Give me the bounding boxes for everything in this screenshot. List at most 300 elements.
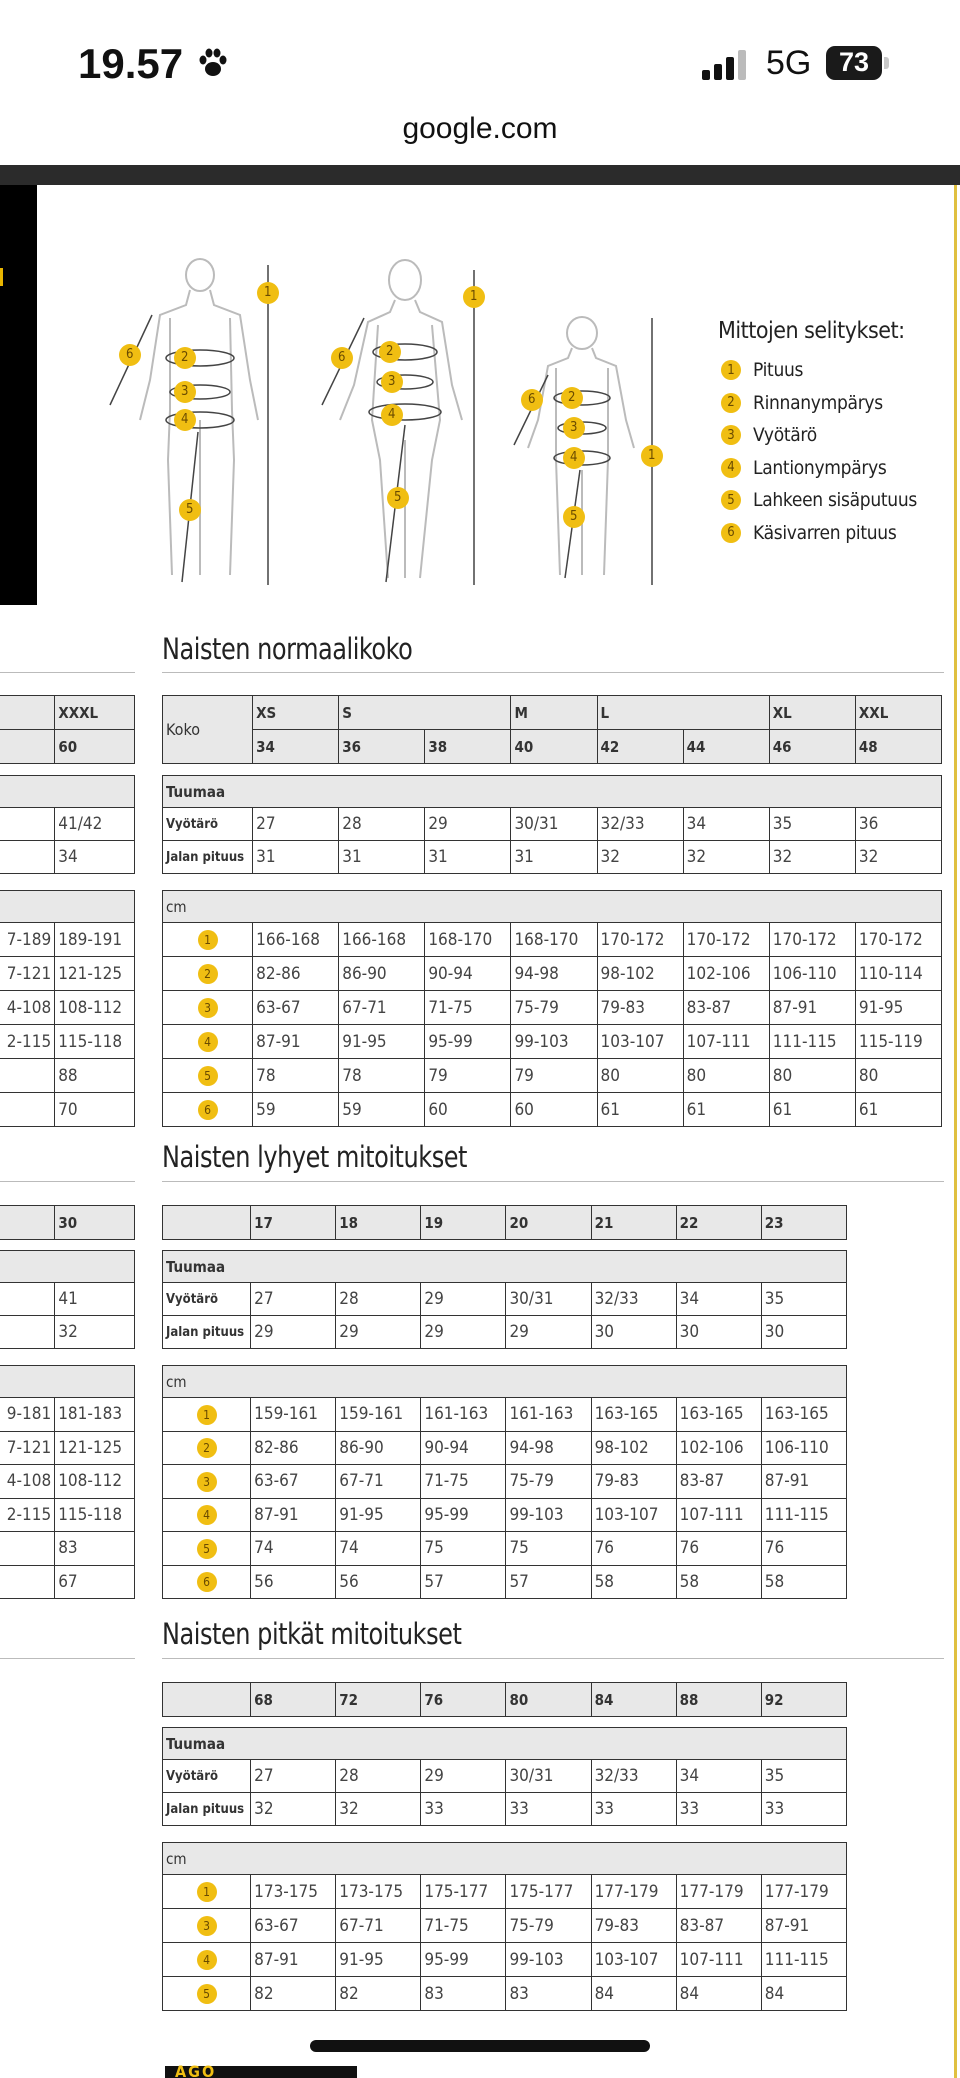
table-cell: 166-168	[253, 923, 339, 957]
measurement-marker-cell	[163, 991, 253, 1025]
size-letter: XXL	[855, 696, 941, 730]
marker-label: 5	[570, 509, 578, 524]
table-cell: 67-71	[339, 991, 425, 1025]
legend-label: Lantionympärys	[753, 456, 887, 479]
measurement-marker-cell	[163, 1025, 253, 1059]
normal-inch-table	[162, 775, 942, 874]
table-cell: 103-107	[591, 1498, 676, 1532]
table-cell: 161-163	[421, 1398, 506, 1432]
marker-label: 5	[394, 490, 402, 505]
legend-item	[718, 354, 917, 387]
table-cell: 2-115	[0, 1025, 55, 1059]
table-cell: 27	[251, 1283, 336, 1316]
table-cell: 177-179	[761, 1875, 846, 1909]
table-cell: 82-86	[251, 1431, 336, 1465]
legend-label: Lahkeen sisäputuus	[753, 489, 917, 512]
size-number: 60	[55, 730, 135, 764]
table-cell: 67	[55, 1565, 135, 1599]
short-size-header-table	[162, 1205, 847, 1240]
table-cell: 87-91	[253, 1025, 339, 1059]
table-cell: 75-79	[506, 1909, 591, 1943]
table-cell: 78	[253, 1059, 339, 1093]
marker-label: 3	[570, 420, 578, 435]
table-cell: 111-115	[761, 1498, 846, 1532]
table-cell: 99-103	[506, 1498, 591, 1532]
measurement-row	[163, 923, 942, 957]
normal-cm-table	[162, 890, 942, 1127]
left-short-header-partial	[0, 1205, 135, 1240]
table-cell: 83-87	[683, 991, 769, 1025]
measurement-row	[163, 991, 942, 1025]
size-number: 44	[683, 730, 769, 764]
table-cell: 32	[55, 1316, 135, 1349]
table-cell: 121-125	[55, 1431, 135, 1465]
measurement-marker-cell	[163, 1498, 251, 1532]
size-number: 36	[339, 730, 425, 764]
table-cell: 83-87	[676, 1465, 761, 1499]
legend-item	[718, 419, 917, 452]
tuumaa-label: Tuumaa	[163, 776, 942, 808]
legend-number: 4	[721, 458, 741, 478]
size-number: 21	[591, 1206, 676, 1240]
table-cell: 177-179	[676, 1875, 761, 1909]
table-cell: 28	[336, 1760, 421, 1793]
table-cell: 95-99	[421, 1943, 506, 1977]
left-normal-inch-partial	[0, 775, 135, 874]
table-cell: 59	[253, 1093, 339, 1127]
size-number: 76	[421, 1683, 506, 1717]
table-cell: 61	[683, 1093, 769, 1127]
table-cell: 102-106	[676, 1431, 761, 1465]
table-cell: 75-79	[511, 991, 597, 1025]
table-cell: 31	[511, 841, 597, 874]
table-cell: 58	[591, 1565, 676, 1599]
tuumaa-label: Tuumaa	[163, 1728, 847, 1760]
table-cell: 161-163	[506, 1398, 591, 1432]
size-number: 18	[336, 1206, 421, 1240]
table-cell: 63-67	[251, 1465, 336, 1499]
table-cell: 32	[597, 841, 683, 874]
table-cell: 33	[421, 1793, 506, 1826]
marker-label: 4	[388, 407, 396, 422]
measurement-marker-cell	[163, 1431, 251, 1465]
legend-number: 1	[721, 360, 741, 380]
measurement-marker-cell	[163, 1943, 251, 1977]
measurement-row	[0, 957, 135, 991]
table-cell	[0, 1532, 55, 1566]
marker-label: 5	[186, 502, 194, 517]
long-size-header-table	[162, 1682, 847, 1717]
table-cell: 173-175	[251, 1875, 336, 1909]
marker-label: 1	[264, 285, 272, 300]
table-cell: 80	[855, 1059, 941, 1093]
table-cell: 163-165	[591, 1398, 676, 1432]
size-letter: M	[511, 696, 597, 730]
home-indicator[interactable]	[310, 2040, 650, 2052]
table-cell: 31	[339, 841, 425, 874]
measurement-number-badge: 3	[197, 1472, 217, 1492]
marker-label: 4	[570, 450, 578, 465]
table-cell: 75	[421, 1532, 506, 1566]
section-divider	[162, 672, 944, 673]
table-cell: 31	[253, 841, 339, 874]
table-cell: 94-98	[511, 957, 597, 991]
measurement-row	[0, 923, 135, 957]
table-cell: 90-94	[421, 1431, 506, 1465]
table-cell: 67-71	[336, 1465, 421, 1499]
table-cell: 87-91	[769, 991, 855, 1025]
table-cell: 115-118	[55, 1498, 135, 1532]
table-cell: 111-115	[769, 1025, 855, 1059]
table-cell: 95-99	[425, 1025, 511, 1059]
measurement-row	[163, 957, 942, 991]
table-cell: 103-107	[591, 1943, 676, 1977]
legend-item	[718, 387, 917, 420]
table-cell: 177-179	[591, 1875, 676, 1909]
table-cell: 80	[769, 1059, 855, 1093]
table-cell: 75-79	[506, 1465, 591, 1499]
table-cell: 63-67	[251, 1909, 336, 1943]
table-cell: 61	[855, 1093, 941, 1127]
table-cell: 87-91	[251, 1943, 336, 1977]
table-cell: 58	[676, 1565, 761, 1599]
legend-number: 5	[721, 490, 741, 510]
table-cell: 56	[251, 1565, 336, 1599]
measurement-number-badge: 4	[197, 1950, 217, 1970]
table-cell: 83	[421, 1977, 506, 2011]
section-divider	[0, 1658, 135, 1659]
size-number: 46	[769, 730, 855, 764]
table-cell: 34	[676, 1760, 761, 1793]
left-normal-header-partial	[0, 695, 135, 764]
table-cell: 70	[55, 1093, 135, 1127]
table-cell: 170-172	[597, 923, 683, 957]
table-cell: 82-86	[253, 957, 339, 991]
table-cell: 98-102	[597, 957, 683, 991]
table-cell: 80	[683, 1059, 769, 1093]
table-cell: 29	[421, 1760, 506, 1793]
measurement-row	[163, 1025, 942, 1059]
table-cell: 61	[769, 1093, 855, 1127]
table-cell: 32/33	[591, 1283, 676, 1316]
koko-label: Koko	[163, 696, 253, 764]
url-bar[interactable]: google.com	[402, 112, 558, 145]
measurement-number-badge: 4	[198, 1032, 218, 1052]
table-cell: 107-111	[676, 1498, 761, 1532]
measurement-row	[163, 1093, 942, 1127]
measurement-number-badge: 3	[198, 998, 218, 1018]
measurement-number-badge: 5	[197, 1984, 217, 2004]
measurement-marker-cell	[163, 1059, 253, 1093]
battery-level: 73	[838, 47, 870, 77]
table-cell: 56	[336, 1565, 421, 1599]
measurement-row	[163, 1565, 847, 1599]
measurement-number-badge: 1	[197, 1882, 217, 1902]
size-number: 17	[251, 1206, 336, 1240]
table-cell: 28	[339, 808, 425, 841]
table-cell: 71-75	[421, 1465, 506, 1499]
measurement-marker-cell	[163, 1532, 251, 1566]
legend-label: Vyötärö	[753, 424, 817, 447]
size-number: 22	[676, 1206, 761, 1240]
table-cell: 27	[253, 808, 339, 841]
marker-label: 2	[568, 390, 576, 405]
table-cell: 90-94	[425, 957, 511, 991]
marker-label: 3	[388, 374, 396, 389]
table-cell: 175-177	[506, 1875, 591, 1909]
measurement-marker-cell	[163, 1909, 251, 1943]
table-cell: 115-119	[855, 1025, 941, 1059]
legend-label: Pituus	[753, 359, 804, 382]
table-cell: 181-183	[55, 1398, 135, 1432]
measurement-marker-cell	[163, 957, 253, 991]
table-cell: 79	[425, 1059, 511, 1093]
table-cell: 115-118	[55, 1025, 135, 1059]
table-cell: 103-107	[597, 1025, 683, 1059]
size-number: 68	[251, 1683, 336, 1717]
size-letter: L	[597, 696, 769, 730]
measurement-number-badge: 6	[197, 1572, 217, 1592]
table-cell: 61	[597, 1093, 683, 1127]
measurement-marker-cell	[163, 923, 253, 957]
network-type: 5G	[766, 44, 812, 82]
table-cell: 170-172	[769, 923, 855, 957]
size-number: 72	[336, 1683, 421, 1717]
measurement-number-badge: 6	[198, 1100, 218, 1120]
measurement-row	[163, 1875, 847, 1909]
table-cell: 87-91	[761, 1909, 846, 1943]
left-normal-cm-partial	[0, 890, 135, 1127]
table-cell: 189-191	[55, 923, 135, 957]
table-cell: 29	[506, 1316, 591, 1349]
leg-label: Jalan pituus	[163, 1793, 251, 1826]
measurement-row	[163, 1532, 847, 1566]
table-cell: 170-172	[855, 923, 941, 957]
table-cell: 102-106	[683, 957, 769, 991]
table-cell: 2-115	[0, 1498, 55, 1532]
section-title-short: Naisten lyhyet mitoitukset	[162, 1140, 468, 1174]
table-cell: 33	[506, 1793, 591, 1826]
legend-item	[718, 452, 917, 485]
section-divider	[0, 672, 135, 673]
table-cell: 7-121	[0, 957, 55, 991]
table-cell: 32/33	[591, 1760, 676, 1793]
table-cell: 34	[676, 1283, 761, 1316]
measurement-number-badge: 4	[197, 1505, 217, 1525]
size-number: 19	[421, 1206, 506, 1240]
table-cell: 163-165	[761, 1398, 846, 1432]
legend-item	[718, 484, 917, 517]
table-cell: 83	[506, 1977, 591, 2011]
table-cell: 91-95	[336, 1943, 421, 1977]
table-cell: 58	[761, 1565, 846, 1599]
table-cell: 63-67	[253, 991, 339, 1025]
table-cell: 88	[55, 1059, 135, 1093]
measurement-row	[163, 1431, 847, 1465]
table-cell: 33	[676, 1793, 761, 1826]
measurement-row	[163, 1465, 847, 1499]
table-cell: 91-95	[339, 1025, 425, 1059]
table-cell: 4-108	[0, 1465, 55, 1499]
size-number: 20	[506, 1206, 591, 1240]
table-cell: 84	[761, 1977, 846, 2011]
table-cell: 110-114	[855, 957, 941, 991]
marker-label: 1	[470, 289, 478, 304]
table-cell: 75	[506, 1532, 591, 1566]
table-cell: 74	[251, 1532, 336, 1566]
table-cell: 29	[336, 1316, 421, 1349]
size-number: 84	[591, 1683, 676, 1717]
table-cell	[0, 1093, 55, 1127]
table-cell: 168-170	[425, 923, 511, 957]
table-cell: 159-161	[251, 1398, 336, 1432]
table-cell: 84	[676, 1977, 761, 2011]
table-cell: 30/31	[506, 1283, 591, 1316]
table-cell: 99-103	[511, 1025, 597, 1059]
legend-label: Käsivarren pituus	[753, 521, 897, 544]
table-cell: 106-110	[769, 957, 855, 991]
short-inch-table	[162, 1250, 847, 1349]
size-number: 40	[511, 730, 597, 764]
table-cell: 94-98	[506, 1431, 591, 1465]
legend-number: 2	[721, 393, 741, 413]
table-cell: 82	[251, 1977, 336, 2011]
table-cell: 107-111	[683, 1025, 769, 1059]
measurement-row	[0, 1565, 135, 1599]
table-cell: 91-95	[855, 991, 941, 1025]
table-cell: 121-125	[55, 957, 135, 991]
table-cell: 35	[761, 1283, 846, 1316]
measurement-number-badge: 5	[198, 1066, 218, 1086]
size-number: 80	[506, 1683, 591, 1717]
size-number: 34	[253, 730, 339, 764]
cm-label: cm	[163, 1843, 847, 1875]
table-cell: 30/31	[511, 808, 597, 841]
legend-label: Rinnanympärys	[753, 391, 883, 414]
table-cell: 4-108	[0, 991, 55, 1025]
marker-label: 2	[181, 350, 189, 365]
size-letter	[0, 696, 55, 730]
section-divider	[162, 1181, 944, 1182]
table-cell: 9-181	[0, 1398, 55, 1432]
measurement-marker-cell	[163, 1977, 251, 2011]
size-number: 42	[597, 730, 683, 764]
size-number: 38	[425, 730, 511, 764]
table-cell: 59	[339, 1093, 425, 1127]
table-cell: 7-121	[0, 1431, 55, 1465]
table-cell: 34	[683, 808, 769, 841]
table-cell: 79-83	[597, 991, 683, 1025]
measurement-row	[0, 1398, 135, 1432]
table-cell: 83-87	[676, 1909, 761, 1943]
table-cell	[0, 1059, 55, 1093]
measurement-marker-cell	[163, 1398, 251, 1432]
table-cell: 60	[425, 1093, 511, 1127]
table-cell: 99-103	[506, 1943, 591, 1977]
measurement-row	[0, 1498, 135, 1532]
table-cell: 108-112	[55, 1465, 135, 1499]
section-title-normal: Naisten normaalikoko	[162, 632, 413, 666]
measurement-marker-cell	[163, 1093, 253, 1127]
table-cell: 173-175	[336, 1875, 421, 1909]
table-cell: 32	[251, 1793, 336, 1826]
table-cell: 7-189	[0, 923, 55, 957]
marker-label: 2	[386, 344, 394, 359]
marker-label: 3	[181, 384, 189, 399]
table-cell: 76	[676, 1532, 761, 1566]
table-cell: 29	[421, 1283, 506, 1316]
waist-label: Vyötärö	[163, 808, 253, 841]
left-short-cm-partial	[0, 1365, 135, 1599]
table-cell: 107-111	[676, 1943, 761, 1977]
table-cell: 30/31	[506, 1760, 591, 1793]
cm-label: cm	[163, 891, 942, 923]
size-letter: XS	[253, 696, 339, 730]
legend-number: 6	[721, 523, 741, 543]
bottom-logo-text: AGO	[175, 2062, 217, 2078]
measurement-marker-cell	[163, 1465, 251, 1499]
table-cell: 91-95	[336, 1498, 421, 1532]
long-inch-table	[162, 1727, 847, 1826]
long-cm-table	[162, 1842, 847, 2011]
short-cm-table	[162, 1365, 847, 1599]
size-number: 92	[761, 1683, 846, 1717]
size-letter: XL	[769, 696, 855, 730]
measurement-row	[163, 1059, 942, 1093]
table-cell: 31	[425, 841, 511, 874]
leg-label: Jalan pituus	[163, 841, 253, 874]
table-cell: 95-99	[421, 1498, 506, 1532]
size-number: 48	[855, 730, 941, 764]
legend-title: Mittojen selitykset:	[718, 318, 905, 344]
measurement-row	[163, 1909, 847, 1943]
measurement-row	[0, 1025, 135, 1059]
table-cell: 57	[506, 1565, 591, 1599]
table-cell: 111-115	[761, 1943, 846, 1977]
table-cell: 30	[761, 1316, 846, 1349]
section-divider	[162, 1658, 944, 1659]
waist-label: Vyötärö	[163, 1760, 251, 1793]
size-letter: S	[339, 696, 511, 730]
table-cell: 32	[683, 841, 769, 874]
table-cell: 87-91	[251, 1498, 336, 1532]
table-cell: 79	[511, 1059, 597, 1093]
left-short-inch-partial	[0, 1250, 135, 1349]
leg-label: Jalan pituus	[163, 1316, 251, 1349]
size-number: 88	[676, 1683, 761, 1717]
table-cell: 78	[339, 1059, 425, 1093]
table-cell: 29	[425, 808, 511, 841]
table-cell: 76	[761, 1532, 846, 1566]
marker-label: 6	[126, 347, 134, 362]
measurement-row	[0, 1532, 135, 1566]
table-cell: 106-110	[761, 1431, 846, 1465]
measurement-number-badge: 2	[197, 1438, 217, 1458]
table-cell	[0, 1565, 55, 1599]
measurement-row	[163, 1398, 847, 1432]
size-number: 30	[55, 1206, 135, 1240]
table-cell: 57	[421, 1565, 506, 1599]
measurement-row	[163, 1943, 847, 1977]
measurement-number-badge: 1	[197, 1405, 217, 1425]
cm-label: cm	[163, 1366, 847, 1398]
table-cell: 35	[769, 808, 855, 841]
table-cell: 159-161	[336, 1398, 421, 1432]
marker-label: 1	[648, 448, 656, 463]
table-cell: 80	[597, 1059, 683, 1093]
table-cell: 29	[251, 1316, 336, 1349]
table-cell: 108-112	[55, 991, 135, 1025]
